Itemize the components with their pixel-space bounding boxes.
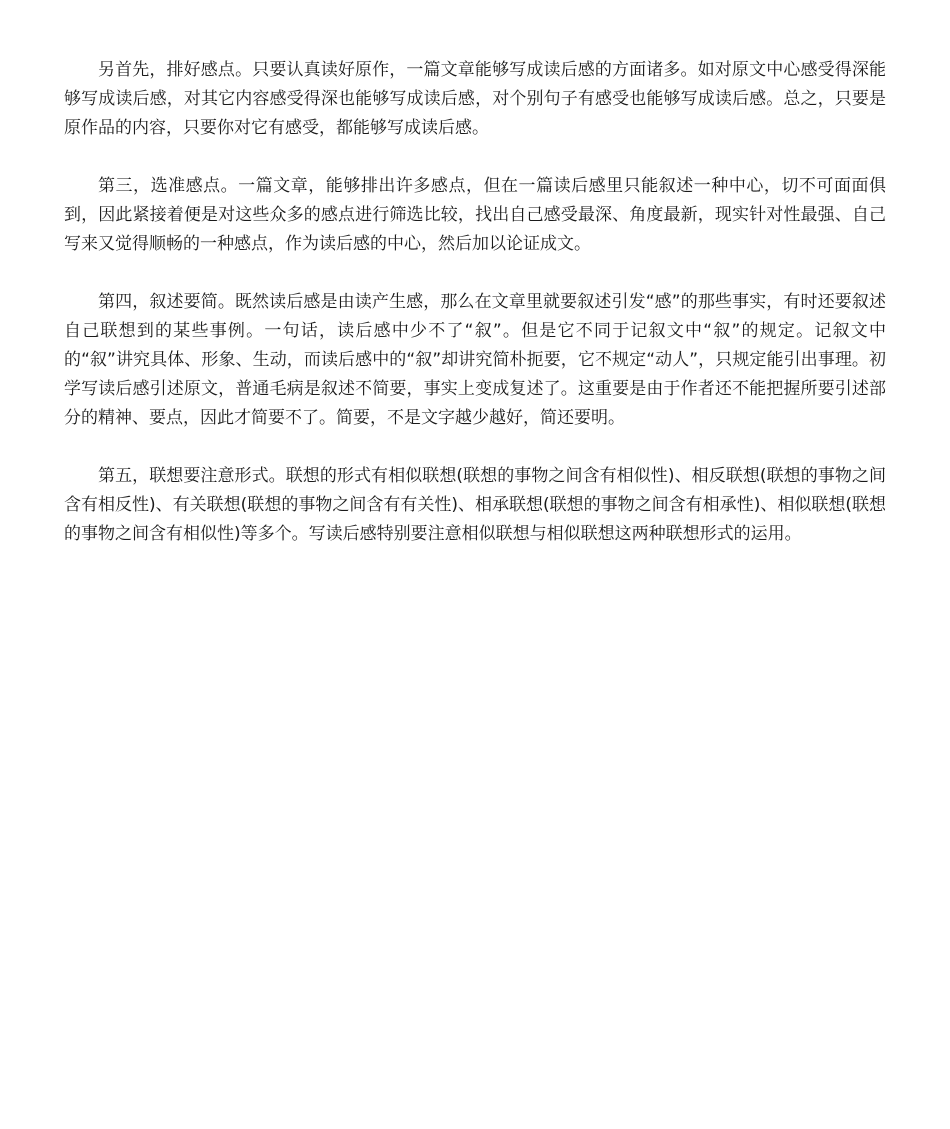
paragraph-point-three: 第三，选准感点。一篇文章，能够排出许多感点，但在一篇读后感里只能叙述一种中心，切不可面面俱到，因此紧接着便是对这些众多的感点进行筛选比较，找出自己感受最深、角度最新，现实针对性最强、自己写来又觉得顺畅的一种感点，作为读后感的中心，然后加以论证成文。 — [64, 176, 886, 254]
paragraph-point-five: 第五，联想要注意形式。联想的形式有相似联想(联想的事物之间含有相似性)、相反联想(联想的事物之间含有相反性)、有关联想(联想的事物之间含有有关性)、相承联想(联想的事物之间含有相承性)、相似联想(联想的事物之间含有相似性)等多个。写读后感特别要注意相似联想与相似联想这两种联想形式的运用。 — [64, 466, 886, 544]
document-body — [64, 56, 886, 578]
paragraph-point-two: 另首先，排好感点。只要认真读好原作，一篇文章能够写成读后感的方面诸多。如对原文中心感受得深能够写成读后感，对其它内容感受得深也能够写成读后感，对个别句子有感受也能够写成读后感。总之，只要是原作品的内容，只要你对它有感受，都能够写成读后感。 — [64, 60, 886, 138]
paragraph-point-four: 第四，叙述要简。既然读后感是由读产生感，那么在文章里就要叙述引发“感”的那些事实，有时还要叙述自己联想到的某些事例。一句话，读后感中少不了“叙”。但是它不同于记叙文中“叙”的规定。记叙文中的“叙”讲究具体、形象、生动，而读后感中的“叙”却讲究简朴扼要，它不规定“动人”，只规定能引出事理。初学写读后感引述原文，普通毛病是叙述不简要，事实上变成复述了。这重要是由于作者还不能把握所要引述部分的精神、要点，因此才简要不了。简要，不是文字越少越好，简还要明。 — [64, 292, 886, 428]
